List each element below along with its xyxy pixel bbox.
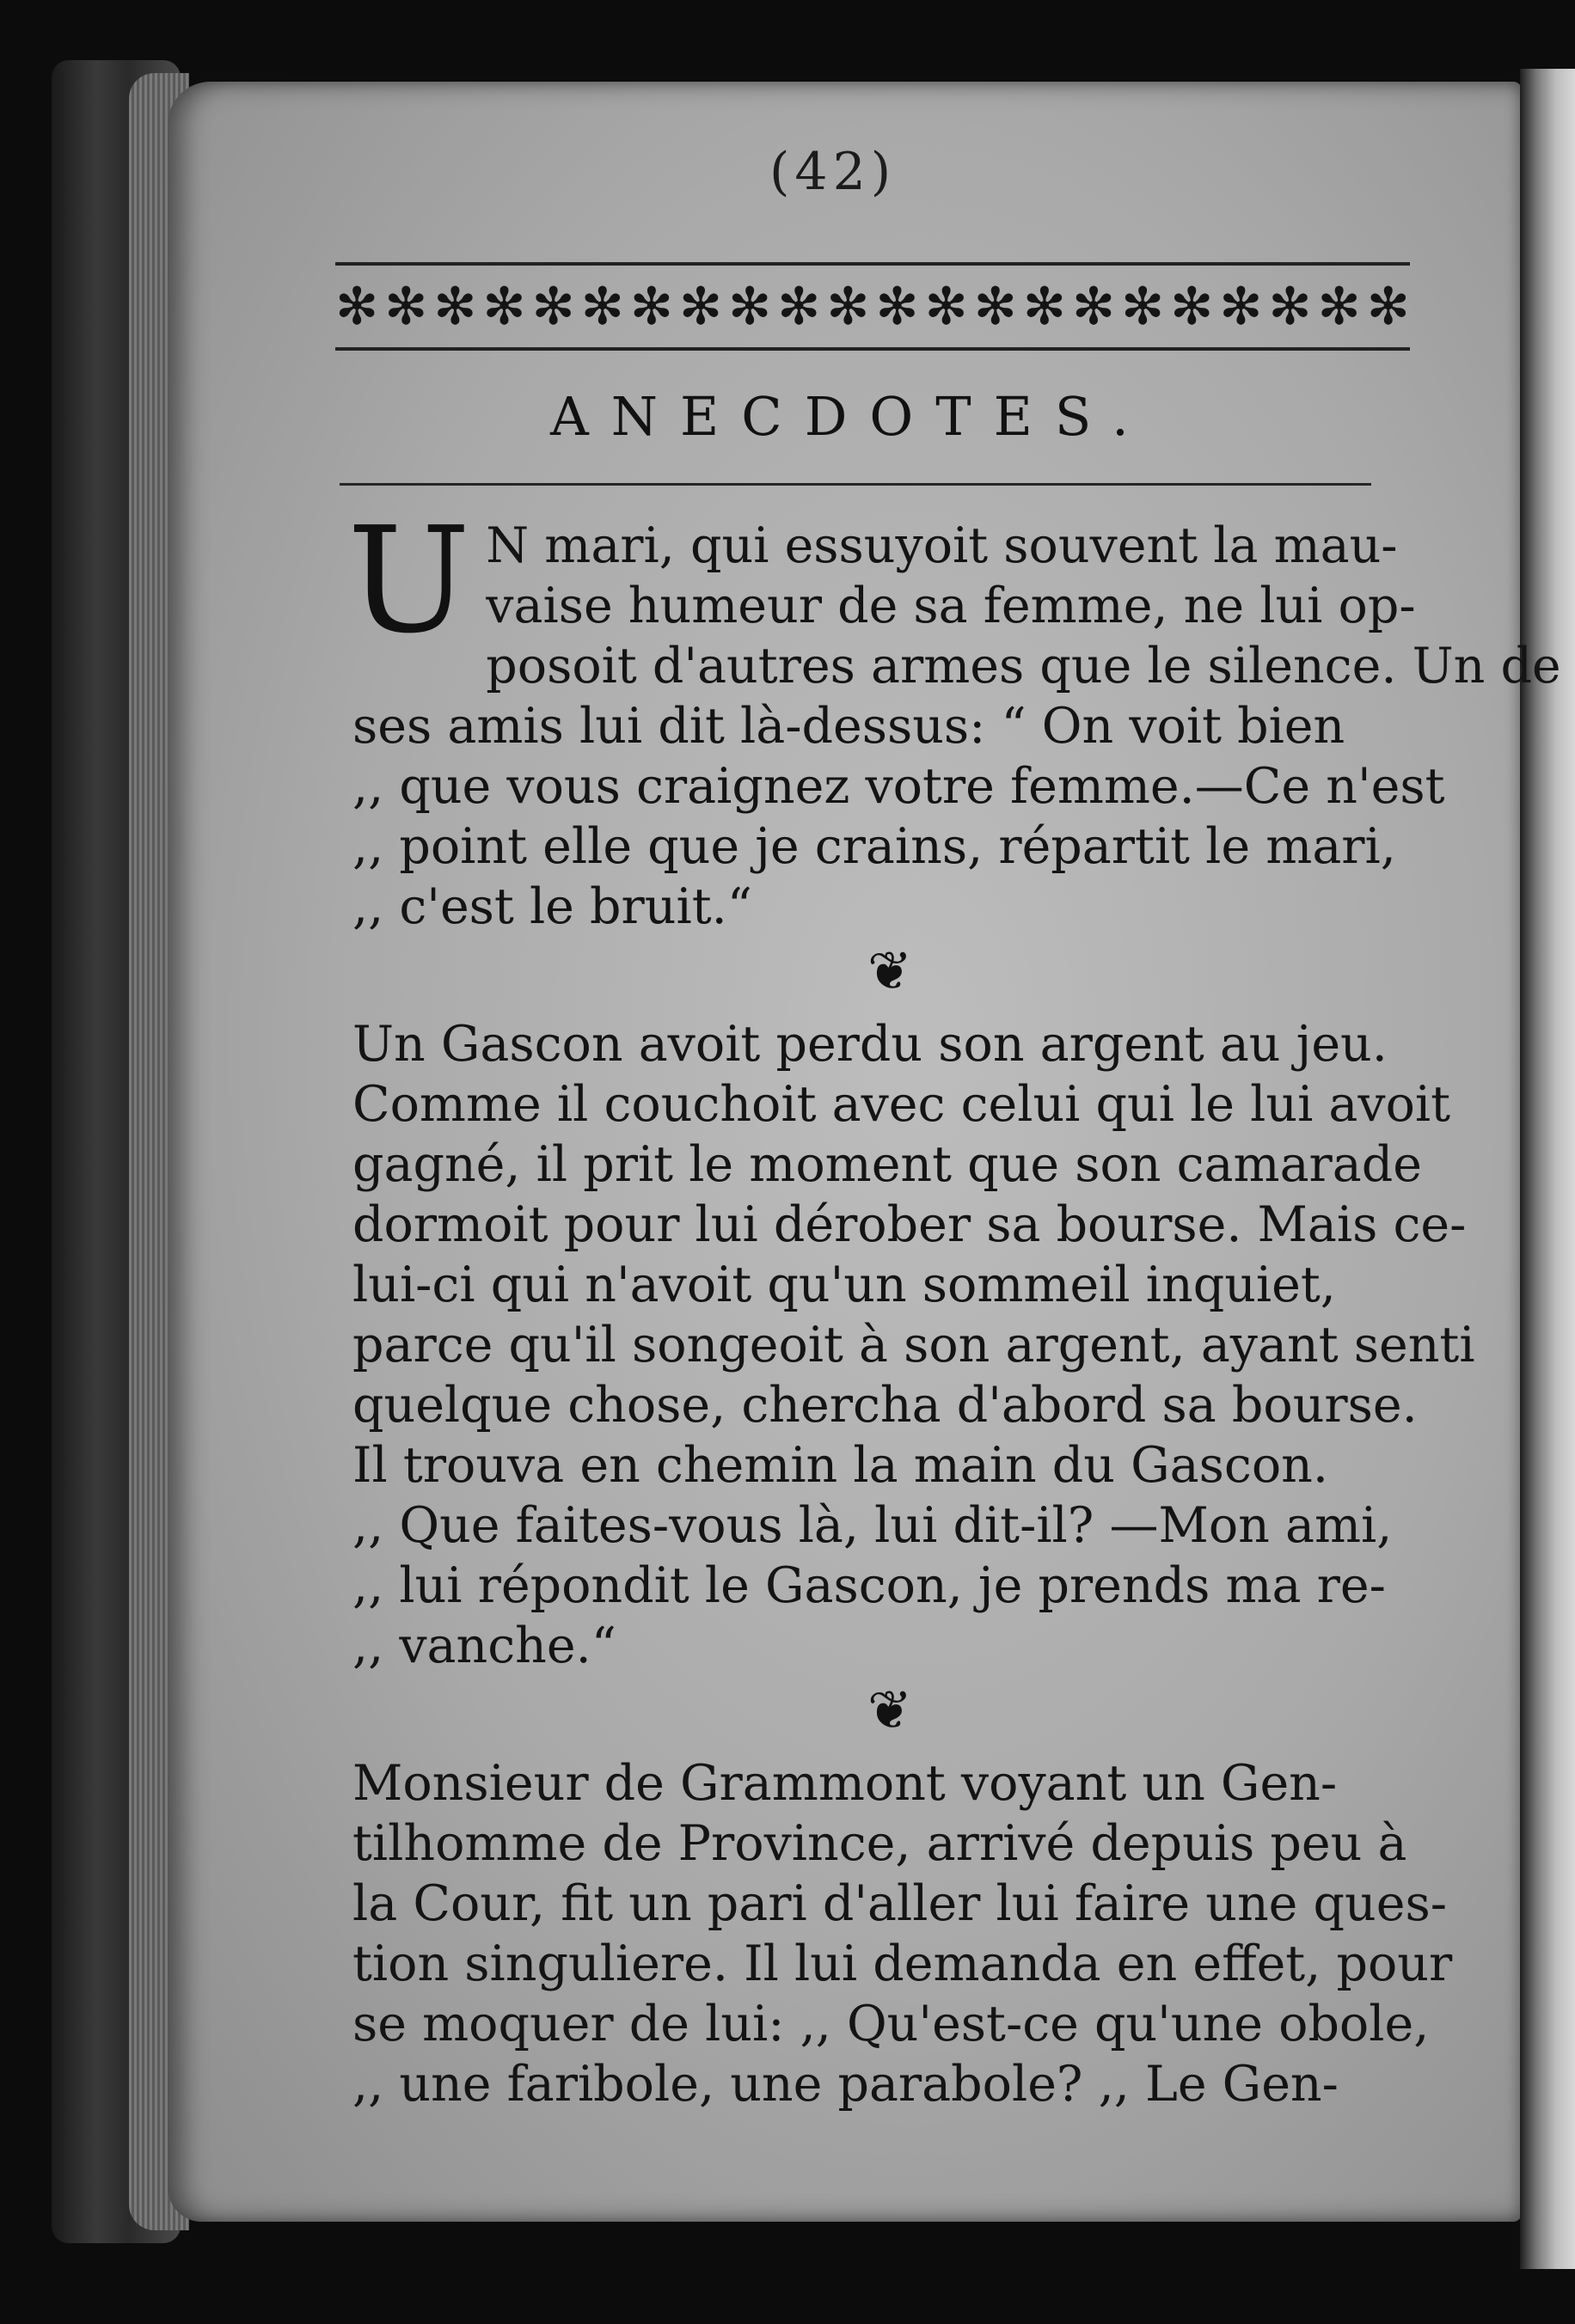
ornament-star-icon: ✻ <box>826 276 870 337</box>
text-line: ,, lui répondit le Gascon, je prends ma re- <box>352 1557 1386 1614</box>
ornament-star-icon: ✻ <box>973 276 1017 337</box>
text-line: ,, Que faites-vous là, lui dit-il? —Mon ami, <box>352 1497 1393 1554</box>
text-line: Monsieur de Grammont voyant un Gen- <box>352 1755 1338 1812</box>
page-title: ANECDOTES. <box>550 385 1151 448</box>
ornament-star-icon: ✻ <box>777 276 821 337</box>
text-line: ,, point elle que je crains, répartit le mari, <box>352 818 1396 875</box>
ornament-star-icon: ✻ <box>1317 276 1361 337</box>
text-line: ,, que vous craignez votre femme.—Ce n'est <box>352 758 1445 815</box>
text-line: gagné, il prit le moment que son camarade <box>352 1136 1423 1193</box>
ornament-star-icon: ✻ <box>531 276 575 337</box>
ornament-star-icon: ✻ <box>335 276 379 337</box>
text-line: ses amis lui dit là-dessus: “ On voit bien <box>352 698 1345 755</box>
drop-cap: U <box>347 496 471 666</box>
ornament-band <box>335 262 1410 351</box>
facing-page-edge <box>1520 69 1575 2269</box>
text-line: quelque chose, chercha d'abord sa bourse. <box>352 1377 1418 1434</box>
text-line: N mari, qui essuyoit souvent la mau- <box>486 517 1398 574</box>
ornament-star-icon: ✻ <box>875 276 919 337</box>
text-line: vaise humeur de sa femme, ne lui op- <box>486 578 1416 634</box>
text-line: posoit d'autres armes que le silence. Un de <box>486 638 1561 694</box>
text-line: ,, une faribole, une parabole? ,, Le Gen- <box>352 2056 1339 2113</box>
text-line: la Cour, fit un pari d'aller lui faire une ques- <box>352 1875 1447 1932</box>
ornament-star-icon: ✻ <box>1366 276 1410 337</box>
ornament-star-icon: ✻ <box>384 276 428 337</box>
text-line: dormoit pour lui dérober sa bourse. Mais ce- <box>352 1196 1467 1253</box>
ornament-star-icon: ✻ <box>924 276 968 337</box>
text-line: Il trouva en chemin la main du Gascon. <box>352 1437 1328 1494</box>
text-line: tion singuliere. Il lui demanda en effet, pour <box>352 1936 1453 1992</box>
ornament-star-icon: ✻ <box>1170 276 1214 337</box>
anecdote-1 <box>347 496 1561 937</box>
anecdotes-body <box>347 496 1561 2114</box>
ornament-star-icon: ✻ <box>1219 276 1263 337</box>
text-line: se moquer de lui: ,, Qu'est-ce qu'une obole, <box>352 1996 1430 2052</box>
ornament-star-icon: ✻ <box>1071 276 1116 337</box>
ornament-star-icon: ✻ <box>678 276 723 337</box>
text-line: lui-ci qui n'avoit qu'un sommeil inquiet, <box>352 1257 1336 1313</box>
ornament-star-icon: ✻ <box>1022 276 1067 337</box>
page-number: (42) <box>769 142 897 202</box>
fleuron-separator: ❦ <box>867 939 912 1002</box>
text-line: ,, c'est le bruit.“ <box>352 878 752 935</box>
text-line: Un Gascon avoit perdu son argent au jeu. <box>352 1016 1388 1073</box>
fleuron-separator: ❦ <box>867 1679 912 1741</box>
text-line: tilhomme de Province, arrivé depuis peu à <box>352 1815 1407 1872</box>
title-rule <box>340 483 1371 486</box>
anecdote-2 <box>352 1014 1475 1676</box>
anecdote-3 <box>352 1753 1453 2114</box>
ornament-star-icon: ✻ <box>1121 276 1165 337</box>
text-line: ,, vanche.“ <box>352 1618 616 1674</box>
ornament-star-icon: ✻ <box>1268 276 1312 337</box>
ornament-star-icon: ✻ <box>482 276 526 337</box>
text-line: Comme il couchoit avec celui qui le lui avoit <box>352 1076 1451 1133</box>
text-line: parce qu'il songeoit à son argent, ayant senti <box>352 1317 1475 1373</box>
ornament-star-icon: ✻ <box>728 276 772 337</box>
ornament-star-icon: ✻ <box>580 276 624 337</box>
ornament-star-icon: ✻ <box>433 276 477 337</box>
ornament-star-icon: ✻ <box>629 276 674 337</box>
